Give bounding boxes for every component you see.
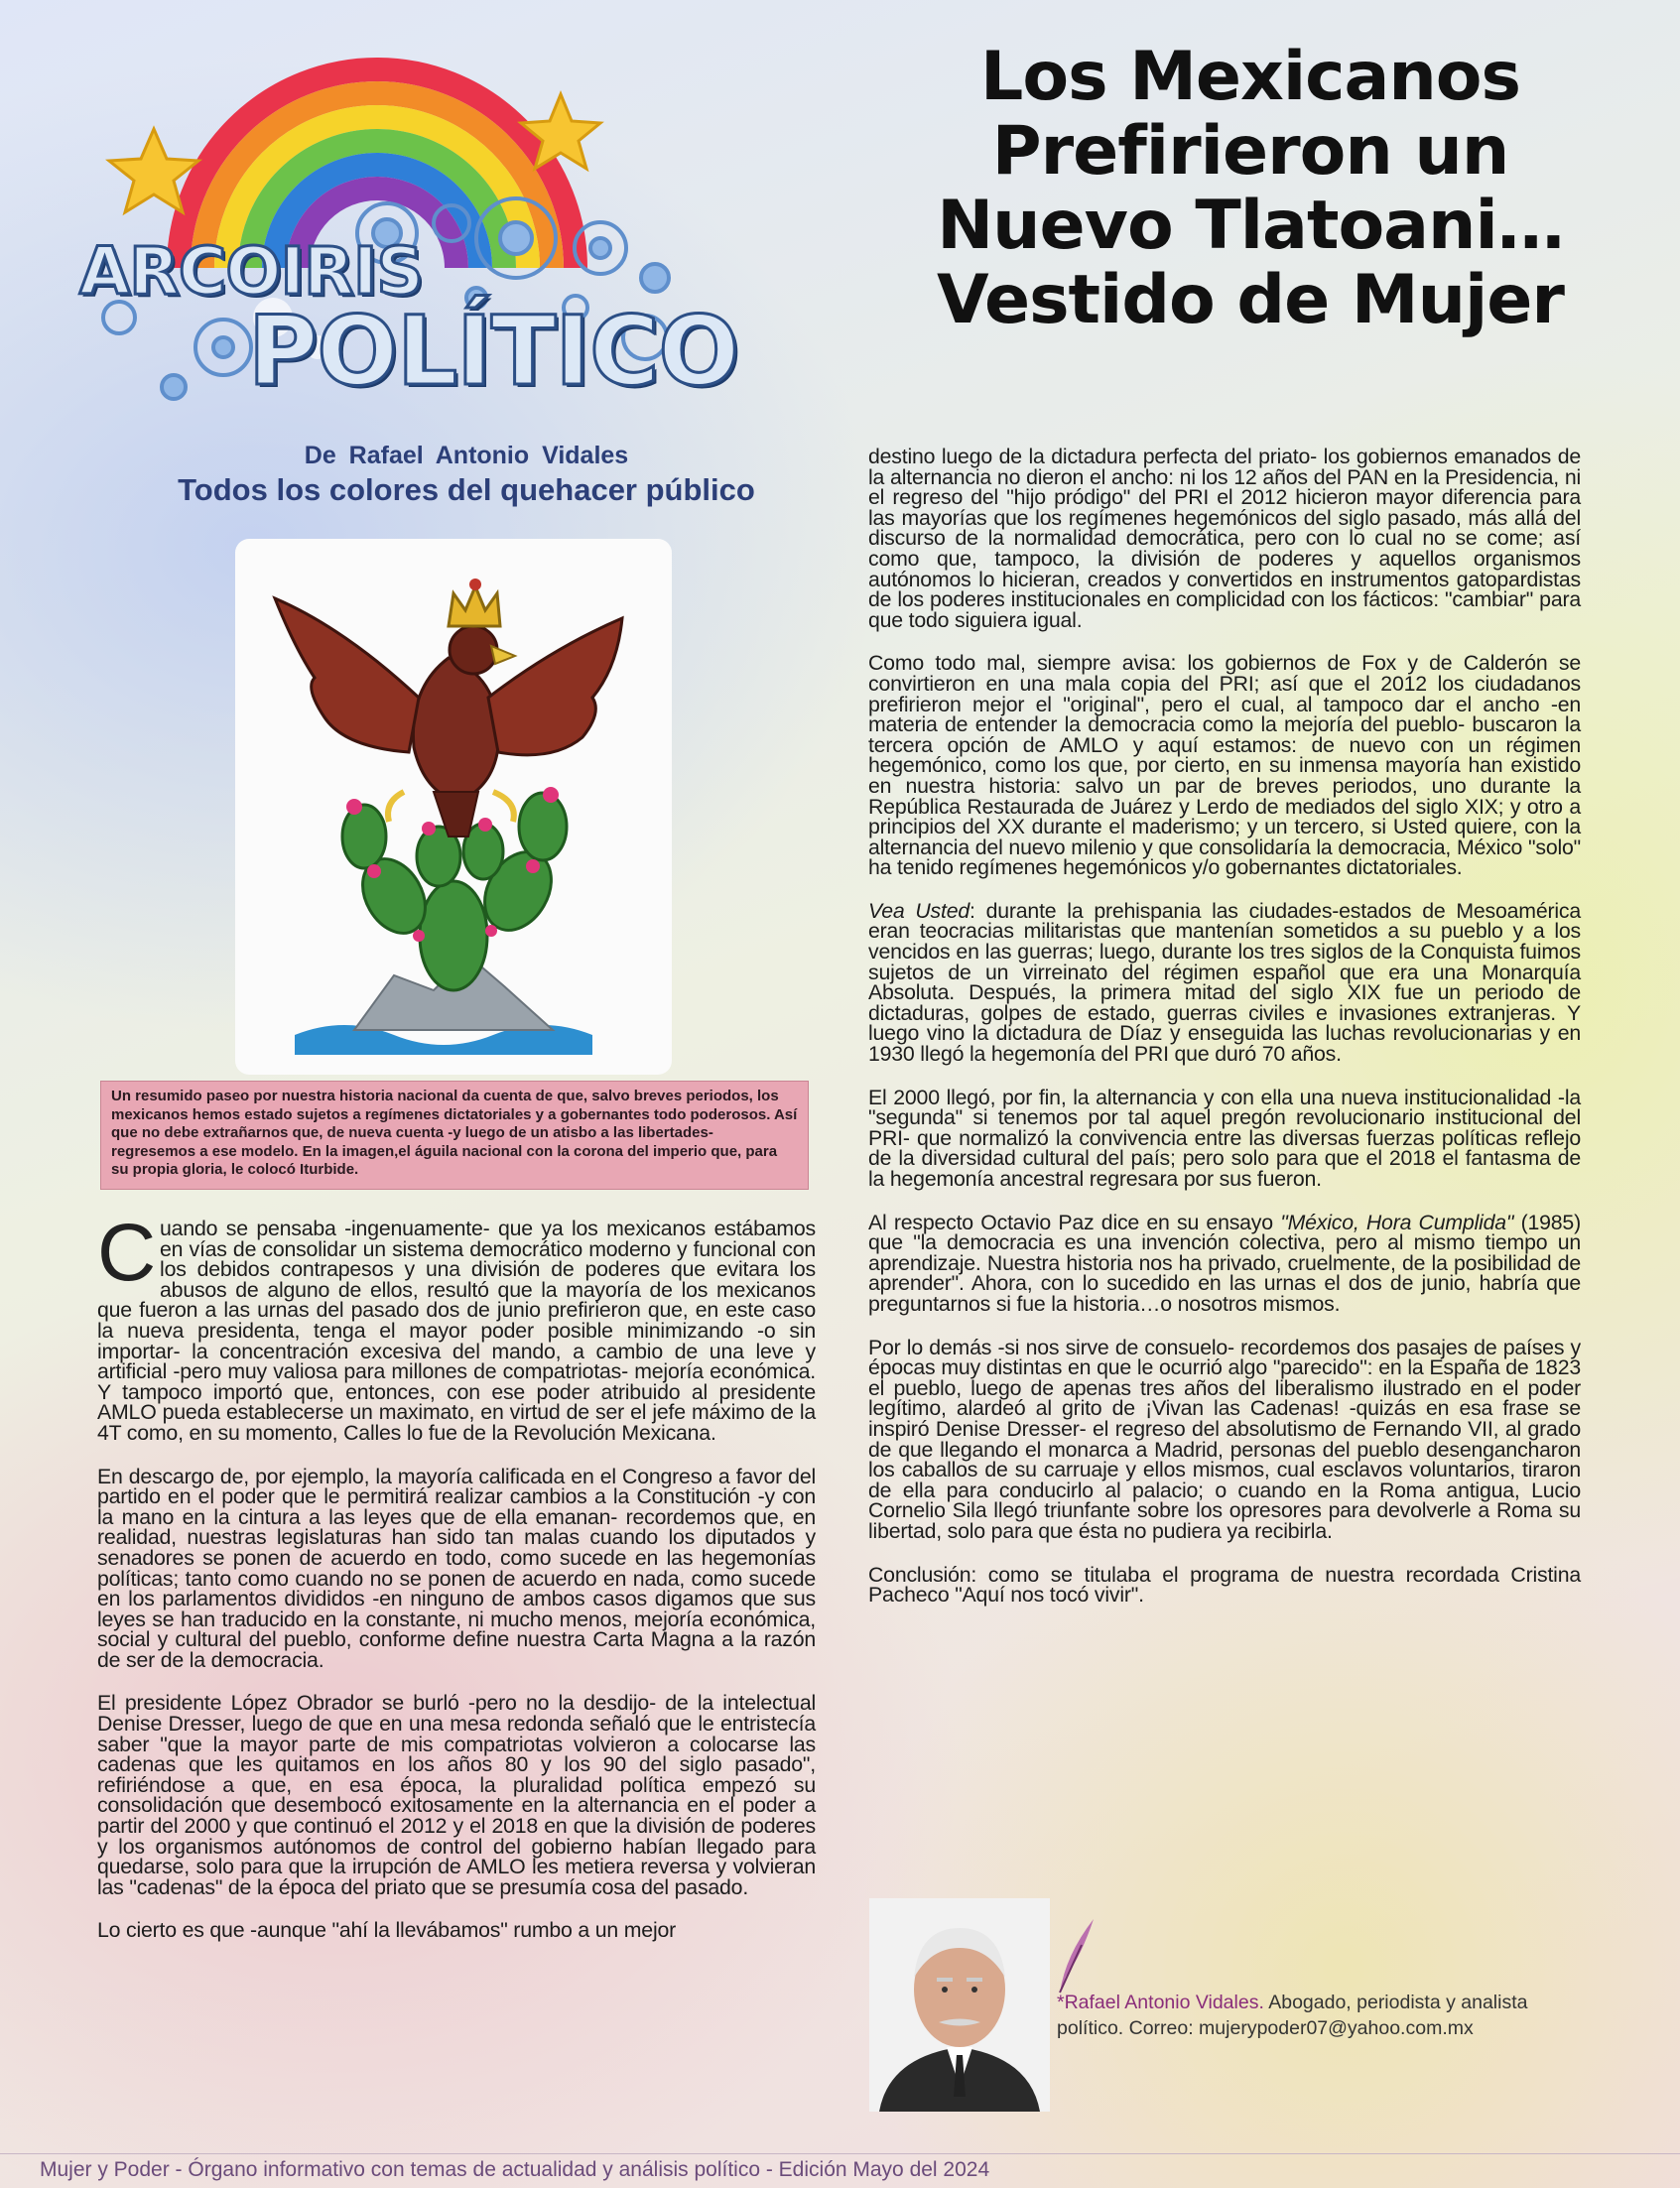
paragraph-text: uando se pensaba -ingenuamente- que ya los mexicanos estábamos en vías de consolidar un sistema democrático moderno y funcional con los debidos contrapesos y una división de poderes que evitara los abusos de alguno de ellos, resultó que la mayoría de los mexicanos que fueron a las urnas del pasado dos de junio prefirieron que, en este caso la nueva presidenta, tenga el mayor poder posible minimizando -o sin importar- la concentración excesiva del mando, a cambio de una leve y artificial -pero muy valiosa para millones de compatriotas- mejoría económica. Y tampoco importó que, entonces, con ese poder atribuido al presidente AMLO pueda establecerse un maximato, en virtud de ser el jefe máximo de la 4T como, en su momento, Calles lo fue de la Revolución Mexicana. [97,1217,816,1445]
byline [119,442,814,508]
body-paragraph: El 2000 llegó, por fin, la alternancia y con ella una nueva institucionalidad -la "segunda" si tenemos por tal aquel pregón revolucionario institucional del PRI- que normalizó la convivencia entre las diversas fuerzas políticas reflejo de la diversidad cultural del país; pero solo para que el 2018 el fantasma de la hegemonía ancestral regresara por sus fueron. [868,1085,1581,1191]
body-paragraph: En descargo de, por ejemplo, la mayoría calificada en el Congreso a favor del partido en el poder que le permitirá realizar cambios a la Constitución -y con la mano en la cintura a las leyes que de ella emanan- recordemos que, en realidad, nuestras legislaturas han sido tan malas cuando los diputados y senadores se ponen de acuerdo en todo, como sucede en las hegemonías políticas; tanto como cuando no se ponen de acuerdo en nada, como sucede en los parlamentos divididos -en ninguno de ambos casos digamos que sus leyes se han traducido en la constante, ni mucho menos, mejoría económica, social y cultural del pueblo, conforme define nuestra Carta Magna a la razón de ser de la democracia. [97,1464,816,1672]
author-bio-name: *Rafael Antonio Vidales. [1057,1992,1264,2013]
body-paragraph: Conclusión: como se titulaba el programa de nuestra recordada Cristina Pacheco "Aquí nos tocó vivir". [868,1562,1581,1608]
headline-line: Vestido de Mujer [937,261,1564,339]
logo-word-politico: POLÍTICO [248,296,739,407]
article-column-left [97,1208,816,1943]
body-paragraph: El presidente López Obrador se burló -pero no la desdijo- de la intelectual Denise Dresser, luego de que en una mesa redonda señaló que le entristecía saber "que la mayor parte de mis compatriotas volvieron a colocarse las cadenas que les quitamos en los años 80 y los 90 del siglo pasado", refiriéndose a que, en esa época, la pluralidad política empezó su consolidación que desembocó exitosamente en la alternancia en el poder a partir del 2000 y que continuó el 2012 y el 2018 en que la división de poderes y los organismos autónomos de control del gobierno habían llegado para quedarse, solo para que la irrupción de AMLO les metiera reversa y volvieran las "cadenas" de la época del priato que se presumía cosa del pasado. [97,1691,816,1899]
arcoiris-politico-logo [60,50,739,447]
headline-line: Nuevo Tlatoani… [937,187,1564,265]
body-paragraph: destino luego de la dictadura perfecta del priato- los gobiernos emanados de la alternancia no dieron el ancho: ni los 12 años del PAN en la Presidencia, ni el regreso del "hijo pródigo" del PRI el 2012 hicieron mayor diferencia para las mayorías que los regímenes hegemónicos del siglo pasado, más allá del discurso de la normalidad democrática, pero con lo cual no se come; así como que, tampoco, la división de poderes y aquellos organismos autónomos lo hicieran, creados y convertidos en instrumentos gatopardistas de los poderes institucionales en complicidad con los fácticos: "cambiar" para que todo siguiera igual. [868,445,1581,632]
drop-cap: C [97,1208,157,1298]
logo-word-arcoiris: ARCOIRIS [79,233,423,310]
headline-line: Los Mexicanos [980,38,1520,116]
body-paragraph: Como todo mal, siempre avisa: los gobiernos de Fox y de Calderón se convirtieron en una mala copia del PRI; así que el 2012 los ciudadanos prefirieron mejor el "original", pero el cual, al tampoco dar el ancho -en materia de entender la democracia como la mejoría del pueblo- buscaron la tercera opción de AMLO y aquí estamos: de nuevo con un régimen hegemónico, como los que, por cierto, en su inmensa mayoría han existido en nuestra historia: salvo un par de breves periodos, uno durante la República Restaurada de Juárez y Lerdo de mediados del siglo XIX; y otro a principios del XX durante el maderismo; y un tercero, si Usted quiere, con la alternancia del nuevo milenio y que consolidaría la democracia, México "solo" ha tenido regímenes hegemónicos y/o gobernantes dictatoriales. [868,651,1581,880]
headline-line: Prefirieron un [991,112,1509,191]
body-paragraph: Por lo demás -si nos sirve de consuelo- recordemos dos pasajes de países y épocas muy distintas en que le ocurrió algo "parecido": en la España de 1823 el pueblo, luego de apenas tres años del liberalismo ilustrado en el poder legítimo, alardeó al grito de ¡Vivan las Cadenas! -quizás en esa frase se inspiró Denise Dresser- el regreso del absolutismo de Fernando VII, al grado de que llegando el monarca a Madrid, personas del pueblo desengancharon los caballos de su carruaje y ellos mismos, cual esclavos voluntarios, tiraron de ella para conducirlo al palacio; o cuando en la Roma antigua, Lucio Cornelio Sila llegó triunfante sobre los opresores para devolverle a Roma su libertad, solo para que ésta no pudiera ya recibirla. [868,1335,1581,1543]
quill-pen-icon [1052,1915,1101,1995]
article-headline [853,40,1647,337]
image-caption: Un resumido paseo por nuestra historia nacional da cuenta de que, salvo breves periodos, los mexicanos hemos estado sujetos a regímenes dictatoriales y a gobernantes todo poderosos. Así que no debe extrañarnos que, de nueva cuenta -y luego de un atisbo a las libertades- regresemos a ese modelo. En la imagen,el águila nacional con la corona del imperio que, para su propia gloria, le colocó Iturbide. [100,1081,809,1190]
author-bio-text: Abogado, periodista y analista político. Correo: mujerypoder07@yahoo.com.mx [1057,1992,1528,2039]
author-bio [1057,1990,1598,2041]
body-paragraph [97,1208,816,1445]
crowned-eagle-image [235,539,672,1075]
body-paragraph [868,898,1581,1067]
paragraph-text: : durante la prehispania las ciudades-estados de Mesoamérica eran teocracias militaristas que mantenían sometidos a su pueblo y a los vencidos en las guerras; luego, durante los tres siglos de la Conquista fuimos sujetos de un virreinato del régimen español que era una Monarquía Absoluta. Después, la primera mitad del siglo XIX fue un periodo de dictaduras, golpes de estado, guerras civiles e invasiones extranjeras. Y luego vino la dictadura de Díaz y enseguida las luchas revolucionarias y en 1930 llegó la hegemonía del PRI que duró 70 años. [868,898,1581,1067]
column-tagline: Todos los colores del quehacer público [178,472,755,507]
body-paragraph [868,1210,1581,1316]
paragraph-text: Al respecto Octavio Paz dice en su ensayo [868,1210,1281,1234]
author-photo [869,1898,1050,2112]
eagle-on-cactus-illustration [235,539,672,1075]
body-paragraph: Lo cierto es que -aunque "ahí la llevábamos" rumbo a un mejor [97,1918,677,1943]
author-portrait [869,1898,1050,2112]
byline-author: De Rafael Antonio Vidales [304,442,629,469]
essay-title: "México, Hora Cumplida" [1280,1210,1514,1234]
page-footer: Mujer y Poder - Órgano informativo con temas de actualidad y análisis político - Edición Mayo del 2024 [0,2153,1680,2188]
paragraph-text: (1985) que "la democracia es una invención colectiva, pero al mismo tiempo un aprendizaje. Nuestra historia nos ha privado, cruelmente, de la posibilidad de aprender". Ahora, con lo sucedido en las urnas el dos de junio, habría que preguntarnos si fue la historia…o nosotros mismos. [868,1210,1581,1316]
italic-phrase: Vea Usted [868,898,970,923]
article-column-right [868,447,1581,1606]
